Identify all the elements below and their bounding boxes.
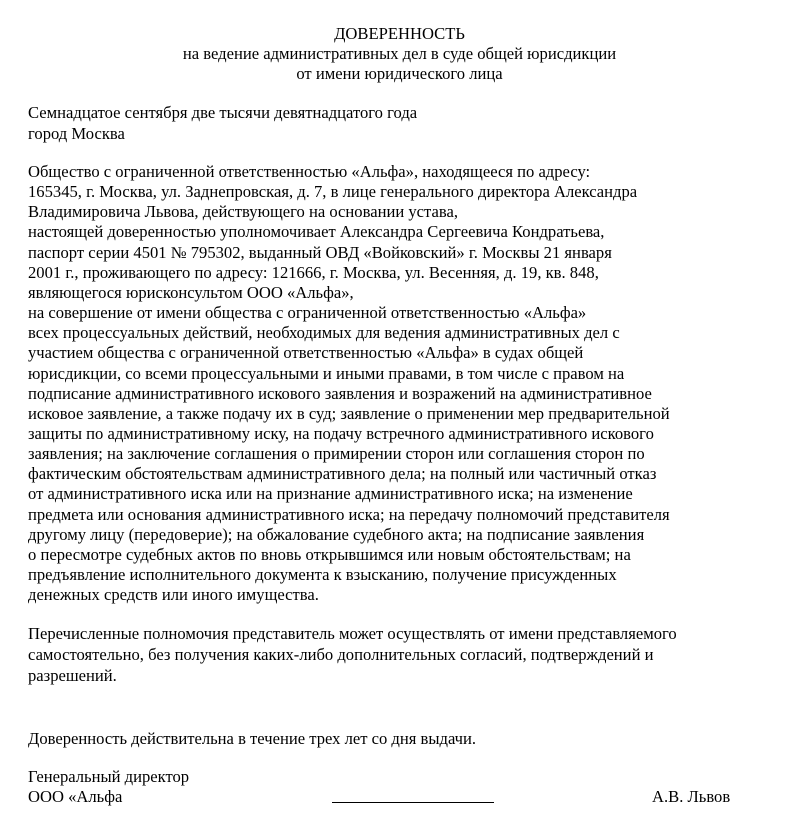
- body-line: другому лицу (передоверие); на обжалование судебного акта; на подписание заявления: [28, 524, 645, 544]
- body-line: предмета или основания административного иска; на передачу полномочий представителя: [28, 504, 670, 524]
- body-line: защиты по административному иску, на подачу встречного административного искового: [28, 423, 654, 443]
- body-line: настоящей доверенностью уполномочивает Александра Сергеевича Кондратьева,: [28, 222, 605, 242]
- body-line: 2001 г., проживающего по адресу: 121666, г. Москва, ул. Весенняя, д. 19, кв. 848,: [28, 262, 599, 282]
- body-line: денежных средств или иного имущества.: [28, 585, 319, 605]
- document-title: ДОВЕРЕННОСТЬ: [334, 24, 465, 43]
- body-line: юрисдикции, со всеми процессуальными и иными правами, в том числе с правом на: [28, 363, 625, 383]
- body-line: 165345, г. Москва, ул. Заднепровская, д. 7, в лице генерального директора Александра: [28, 182, 638, 202]
- powers-line: разрешений.: [28, 666, 117, 685]
- signature-name: А.В. Львов: [652, 787, 731, 806]
- document-city: город Москва: [28, 124, 125, 143]
- signature-company: ООО «Альфа: [28, 787, 123, 806]
- body-line: фактическим обстоятельствам административного дела; на полный или частичный отказ: [28, 464, 657, 484]
- body-line: подписание административного искового заявления и возражений на административное: [28, 383, 652, 403]
- body-line: исковое заявление, а также подачу их в суд; заявление о применении мер предварительной: [28, 403, 670, 423]
- body-line: на совершение от имени общества с ограниченной ответственностью «Альфа»: [28, 303, 587, 323]
- body-line: Общество с ограниченной ответственностью «Альфа», находящееся по адресу:: [28, 162, 591, 181]
- signature-line: [332, 802, 494, 803]
- body-line: Владимировича Львова, действующего на основании устава,: [28, 202, 458, 222]
- body-line: предъявление исполнительного документа к взысканию, получение присужденных: [28, 565, 617, 584]
- document-date: Семнадцатое сентября две тысячи девятнадцатого года: [28, 103, 418, 122]
- body-line: о пересмотре судебных актов по вновь открывшимся или новым обстоятельствам; на: [28, 544, 631, 564]
- powers-line: Перечисленные полномочия представитель может осуществлять от имени представляемого: [28, 624, 677, 643]
- powers-line: самостоятельно, без получения каких-либо дополнительных согласий, подтверждений и: [28, 645, 654, 664]
- document-subtitle-2: от имени юридического лица: [296, 64, 503, 83]
- document-subtitle-1: на ведение административных дел в суде общей юрисдикции: [182, 44, 617, 63]
- body-line: паспорт серии 4501 № 795302, выданный ОВД «Войковский» г. Москвы 21 января: [28, 242, 612, 262]
- body-line: заявления; на заключение соглашения о примирении сторон или соглашения сторон по: [28, 444, 645, 464]
- body-line: являющегося юрисконсультом ООО «Альфа»,: [28, 282, 354, 302]
- body-line: от административного иска или на признание административного иска; на изменение: [28, 484, 633, 504]
- signature-position: Генеральный директор: [28, 767, 190, 786]
- body-line: всех процессуальных действий, необходимых для ведения административных дел с: [28, 323, 620, 343]
- body-line: участием общества с ограниченной ответственностью «Альфа» в судах общей: [28, 343, 584, 363]
- validity-text: Доверенность действительна в течение трех лет со дня выдачи.: [28, 729, 477, 748]
